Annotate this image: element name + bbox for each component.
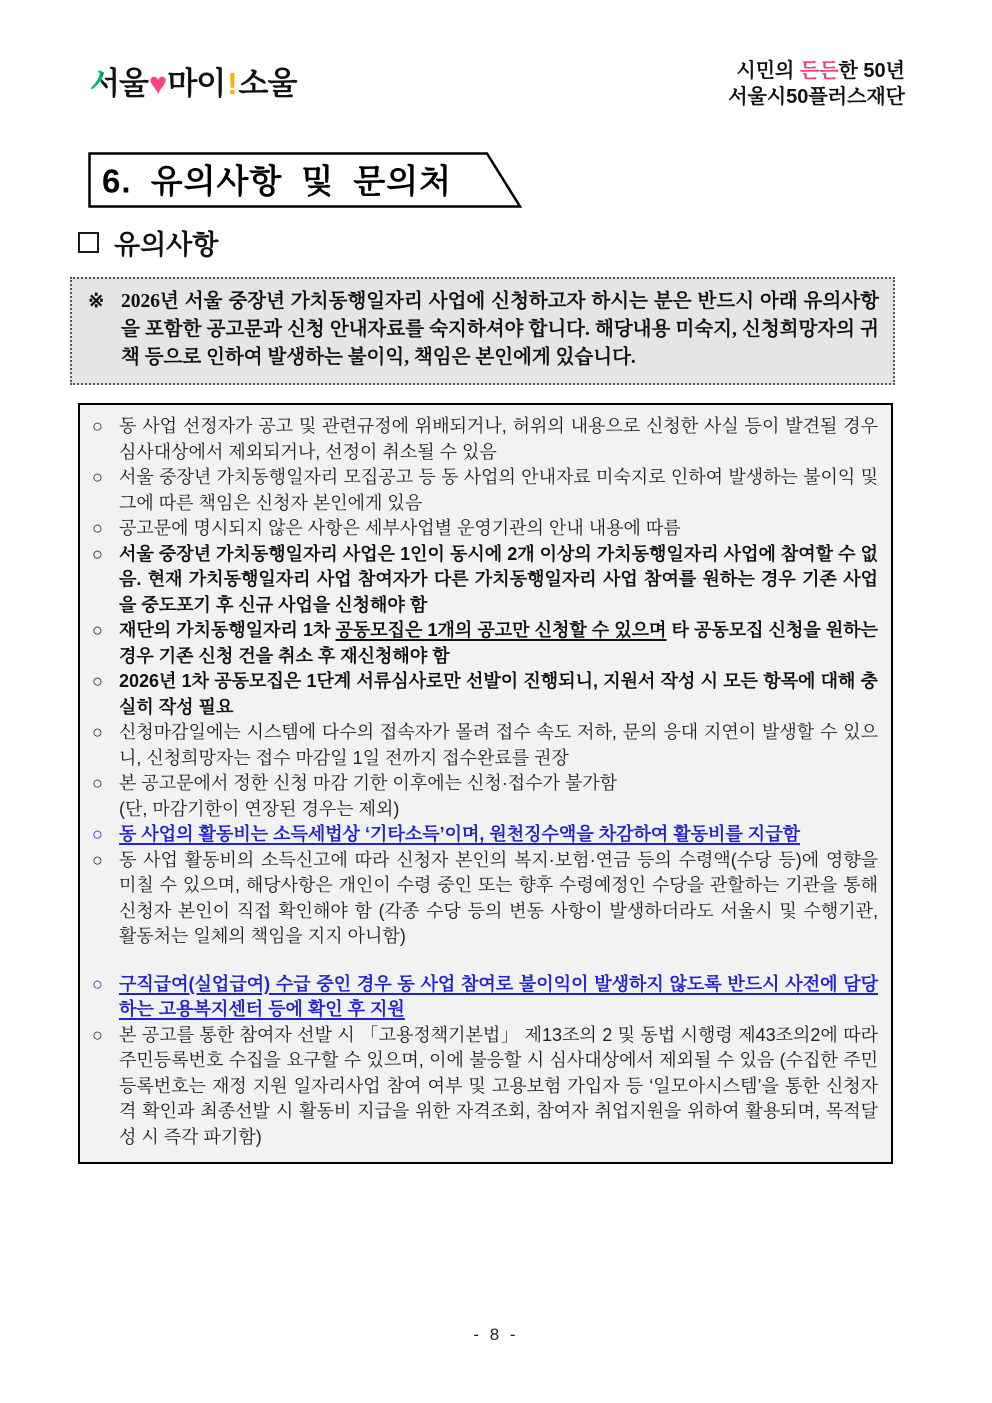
bullet-circle-icon: ○	[92, 773, 103, 793]
note-text-segment: 서울 중장년 가치동행일자리 사업은 1인이 동시에 2개 이상의 가치동행일자리 사업에 참여할 수 없음. 현재 가치동행일자리 사업 참여자가 다른 가치동행일자리 사업 참여를 원하는 경우 기존 사업을 중도포기 후 신규 사업을 신청해야 함	[119, 543, 878, 615]
notice-box	[70, 277, 895, 385]
slogan-line1-post: 한 50년	[838, 60, 905, 82]
foundation-slogan	[728, 58, 905, 110]
list-item-text	[119, 773, 617, 819]
list-item-text	[119, 850, 878, 947]
heart-icon: ♥	[148, 66, 167, 101]
bullet-circle-icon: ○	[92, 467, 103, 487]
bullet-circle-icon: ○	[92, 1024, 103, 1045]
section-banner	[88, 152, 522, 208]
note-text-segment: 공고문에 명시되지 않은 사항은 세부사업별 운영기관의 안내 내용에 따름	[119, 518, 681, 538]
note-text-segment: 신청마감일에는 시스템에 다수의 접속자가 몰려 접수 속도 저하, 문의 응대 지연이 발생할 수 있으니, 신청희망자는 접수 마감일 1일 전까지 접수완료를 권장	[119, 722, 878, 768]
list-item	[91, 822, 878, 848]
note-text-segment: 서울 중장년 가치동행일자리 모집공고 등 동 사업의 안내자료 미숙지로 인하여 발생하는 불이익 및 그에 따른 책임은 신청자 본인에게 있음	[119, 467, 878, 513]
logo-text-soul: 소울	[238, 66, 297, 101]
slogan-line1-accent: 든든	[799, 60, 839, 82]
note-text-segment: 공동모집은 1개의 공고만 신청할 수 있으며	[335, 620, 667, 640]
bullet-circle-icon: ○	[92, 620, 103, 640]
subsection-heading	[78, 223, 992, 262]
logo-text-mai: 마이	[167, 66, 226, 101]
note-text-segment: 2026년 1차 공동모집은 1단계 서류심사로만 선발이 진행되니, 지원서 작성 시 모든 항목에 대해 충실히 작성 필요	[119, 671, 878, 717]
note-text-segment: 동 사업 활동비의 소득신고에 따라 신청자 본인의 복지·보험·연금 등의 수령액(수당 등)에 영향을 미칠 수 있으며, 해당사항은 개인이 수령 중인 또는 향후 수령예정인 수당을 관할하는 기관을 통해 신청자 본인이 직접 확인해야 함 (각종 수당 등의 변동 사항이 발생하더라도 서울시 및 수행기관, 활동처는 일체의 책임을 지지 아니함)	[119, 849, 878, 946]
logo-text-seo: 서	[90, 66, 119, 101]
list-item-text	[119, 824, 800, 844]
bullet-circle-icon: ○	[92, 518, 103, 538]
notes-box	[78, 403, 893, 1164]
note-text-segment: 동 사업 선정자가 공고 및 관련규정에 위배되거나, 허위의 내용으로 신청한 사실 등이 발견될 경우 심사대상에서 제외되거나, 선정이 취소될 수 있음	[119, 416, 878, 462]
list-item-text	[119, 620, 878, 666]
list-item	[91, 972, 878, 1023]
list-item-text	[119, 974, 878, 1020]
list-item	[91, 542, 878, 619]
exclamation-icon: !	[227, 66, 237, 101]
square-box-icon	[78, 232, 99, 253]
reference-mark-icon: ※	[88, 291, 105, 312]
note-text-segment: (단, 마감기한이 연장된 경우는 제외)	[119, 798, 400, 819]
list-item	[91, 669, 878, 720]
slogan-line1-pre: 시민의	[736, 60, 800, 82]
notes-list	[91, 414, 878, 1150]
list-item	[91, 1023, 878, 1151]
list-item	[91, 414, 878, 465]
list-item-text	[119, 671, 878, 717]
slogan-line1	[728, 58, 905, 84]
notice-text: 2026년 서울 중장년 가치동행일자리 사업에 신청하고자 하시는 분은 반드시 아래 유의사항을 포함한 공고문과 신청 안내자료를 숙지하셔야 합니다. 해당내용 미숙지, 신청희망자의 귀책 등으로 인하여 발생하는 불이익, 책임은 본인에게 있습니다.	[121, 291, 879, 368]
list-item	[91, 720, 878, 771]
bullet-circle-icon: ○	[92, 849, 103, 870]
notice-inner	[88, 288, 879, 372]
list-item-text	[119, 722, 878, 768]
list-item	[91, 848, 878, 950]
subsection-heading-label: 유의사항	[114, 230, 219, 260]
list-item	[91, 618, 878, 669]
list-item-text	[119, 544, 878, 615]
section-banner-title: 6. 유의사항 및 문의처	[102, 162, 453, 200]
bullet-circle-icon: ○	[92, 824, 103, 844]
list-item	[91, 771, 878, 822]
page-header	[0, 0, 992, 110]
note-text-segment: 본 공고문에서 정한 신청 마감 기한 이후에는 신청·접수가 불가함	[119, 773, 618, 793]
bullet-circle-icon: ○	[92, 543, 103, 564]
list-item-text	[119, 467, 878, 513]
bullet-circle-icon: ○	[92, 671, 103, 691]
list-item-text	[119, 518, 681, 538]
list-item-text	[119, 416, 878, 462]
list-item	[91, 516, 878, 542]
slogan-line2: 서울시50플러스재단	[728, 86, 905, 108]
note-text-segment: 타 공동모집 신청을 원하는 경우 기존 신청 건을 취소 후 재신청해야 함	[119, 620, 878, 666]
note-text-segment: 구직급여(실업급여) 수급 중인 경우 동 사업 참여로 불이익이 발생하지 않도록 반드시 사전에 담당하는 고용복지센터 등에 확인 후 지원	[119, 973, 878, 1019]
logo-text-ul: 울	[118, 66, 148, 101]
note-text-segment: 본 공고를 통한 참여자 선발 시 「고용정책기본법」 제13조의 2 및 동법 시행령 제43조의2에 따라 주민등록번호 수집을 요구할 수 있으며, 이에 불응할 시 심사대상에서 제외될 수 있음 (수집한 주민등록번호는 재정 지원 일자리사업 참여 여부 및 고용보험 가입자 등 ‘일모아시스템’을 통한 신청자격 확인과 최종선발 시 활동비 지급을 위한 자격조회, 참여자 취업지원을 위하여 활용되며, 목적달성 시 즉각 파기함)	[119, 1024, 878, 1147]
note-text-segment: 재단의 가치동행일자리 1차	[119, 620, 336, 640]
list-item-text	[119, 1025, 878, 1147]
page-number: - 8 -	[473, 1325, 519, 1344]
bullet-circle-icon: ○	[92, 416, 103, 436]
list-item	[91, 465, 878, 516]
seoul-my-soul-logo	[90, 58, 296, 103]
bullet-circle-icon: ○	[92, 973, 103, 994]
bullet-circle-icon: ○	[92, 722, 103, 742]
note-text-segment: 동 사업의 활동비는 소득세법상 ‘기타소득’이며, 원천징수액을 차감하여 활동비를 지급함	[119, 824, 800, 844]
